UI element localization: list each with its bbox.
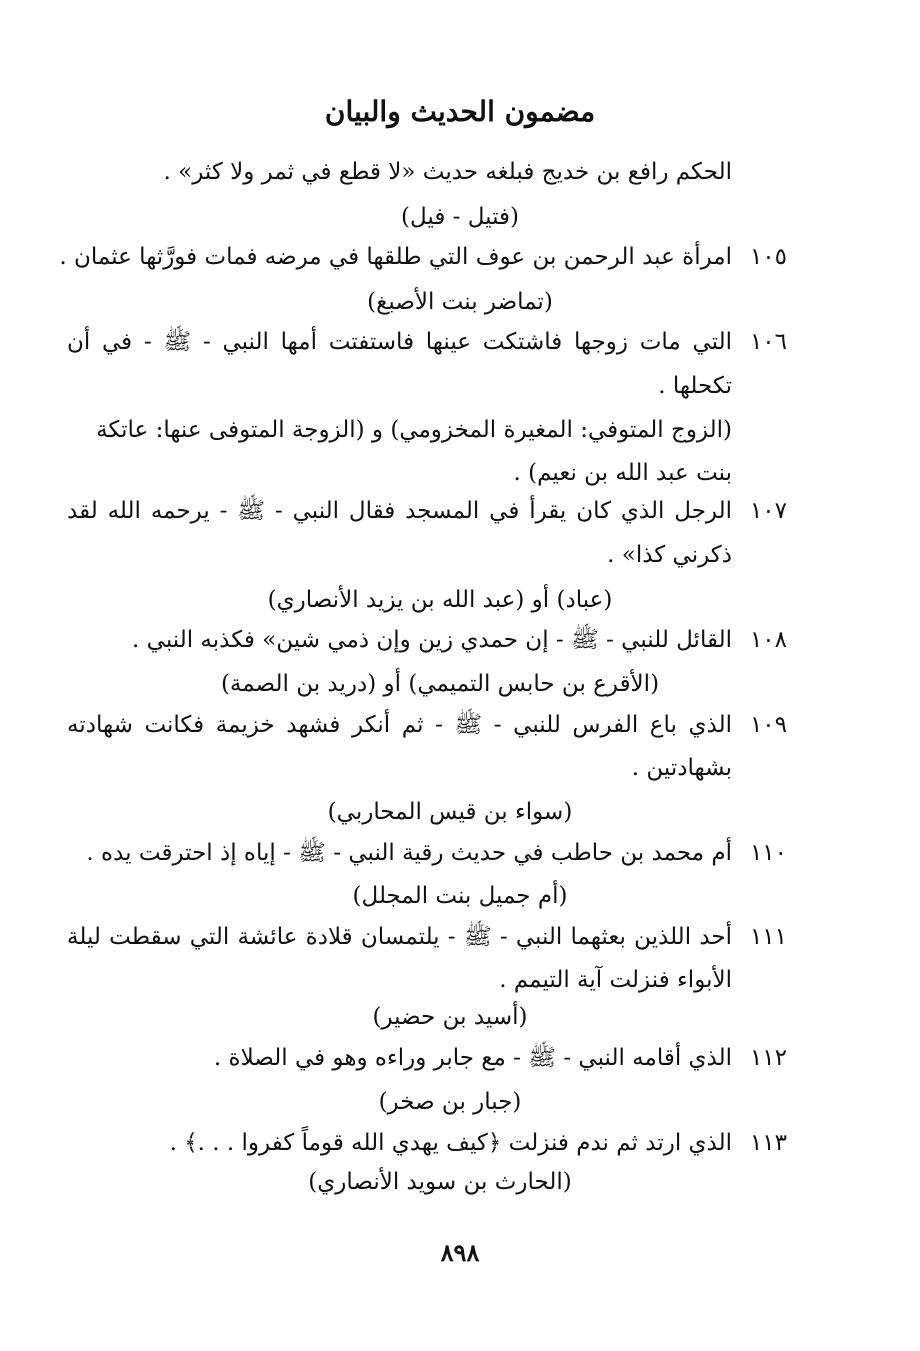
- entry-number: ١١١: [749, 924, 787, 950]
- entry-number: ١١٠: [749, 840, 787, 866]
- entry-answer: (أم جميل بنت المجلل): [352, 883, 568, 909]
- entry-number: ١١٣: [749, 1130, 787, 1156]
- intro-answer: (فتيل - فيل): [401, 204, 519, 230]
- entry-number: ١٠٧: [749, 498, 787, 524]
- entry-answer-cont: بنت عبد الله بن نعيم) .: [513, 460, 732, 486]
- entry-answer: (جبار بن صخر): [378, 1089, 522, 1115]
- entry-text: أحد اللذين بعثهما النبي - ﷺ - يلتمسان قلادة عائشة التي سقطت ليلة: [67, 924, 732, 950]
- entry-text-cont: تكحلها .: [658, 373, 732, 399]
- page-number: ٨٩٨: [440, 1238, 480, 1267]
- entry-text: الذي أقامه النبي - ﷺ - مع جابر وراءه وهو في الصلاة .: [213, 1045, 732, 1071]
- entry-text-cont: ذكرني كذا» .: [607, 542, 732, 568]
- entry-number: ١٠٩: [749, 712, 787, 738]
- entry-answer: (عباد) أو (عبد الله بن يزيد الأنصاري): [267, 587, 613, 613]
- entry-number: ١٠٥: [749, 244, 787, 270]
- running-header: مضمون الحديث والبيان: [324, 95, 596, 128]
- entry-text: امرأة عبد الرحمن بن عوف التي طلقها في مرضه فمات فورَّثها عثمان .: [59, 244, 732, 270]
- entry-text: الرجل الذي كان يقرأ في المسجد فقال النبي - ﷺ - يرحمه الله لقد: [67, 498, 732, 524]
- entry-text-cont: الأبواء فنزلت آية التيمم .: [499, 967, 732, 993]
- entry-text: التي مات زوجها فاشتكت عينها فاستفتت أمها النبي - ﷺ - في أن: [67, 329, 732, 355]
- entry-text-cont: بشهادتين .: [631, 755, 732, 781]
- entry-answer: (أسيد بن حضير): [372, 1004, 528, 1030]
- entry-text: الذي ارتد ثم ندم فنزلت ﴿كيف يهدي الله قوماً كفروا . . .﴾ .: [169, 1130, 732, 1156]
- entry-answer: (الأقرع بن حابس التميمي) أو (دريد بن الصمة): [220, 671, 660, 697]
- intro-line: الحكم رافع بن خديج فبلغه حديث «لا قطع في ثمر ولا كثر» .: [163, 159, 732, 185]
- entry-answer: (الزوج المتوفي: المغيرة المخزومي) و (الزوجة المتوفى عنها: عاتكة: [96, 417, 732, 443]
- entry-text: الذي باع الفرس للنبي - ﷺ - ثم أنكر فشهد خزيمة فكانت شهادته: [67, 712, 732, 738]
- entry-text: القائل للنبي - ﷺ - إن حمدي زين وإن ذمي شين» فكذبه النبي .: [132, 627, 732, 653]
- entry-number: ١٠٨: [749, 627, 787, 653]
- entry-text: أم محمد بن حاطب في حديث رقية النبي - ﷺ - إياه إذ احترقت يده .: [86, 840, 732, 866]
- entry-number: ١٠٦: [749, 329, 787, 355]
- entry-answer: (الحارث بن سويد الأنصاري): [308, 1169, 572, 1195]
- entry-answer: (سواء بن قيس المحاربي): [327, 799, 573, 825]
- entry-number: ١١٢: [749, 1045, 787, 1071]
- entry-answer: (تماضر بنت الأصبغ): [367, 289, 553, 315]
